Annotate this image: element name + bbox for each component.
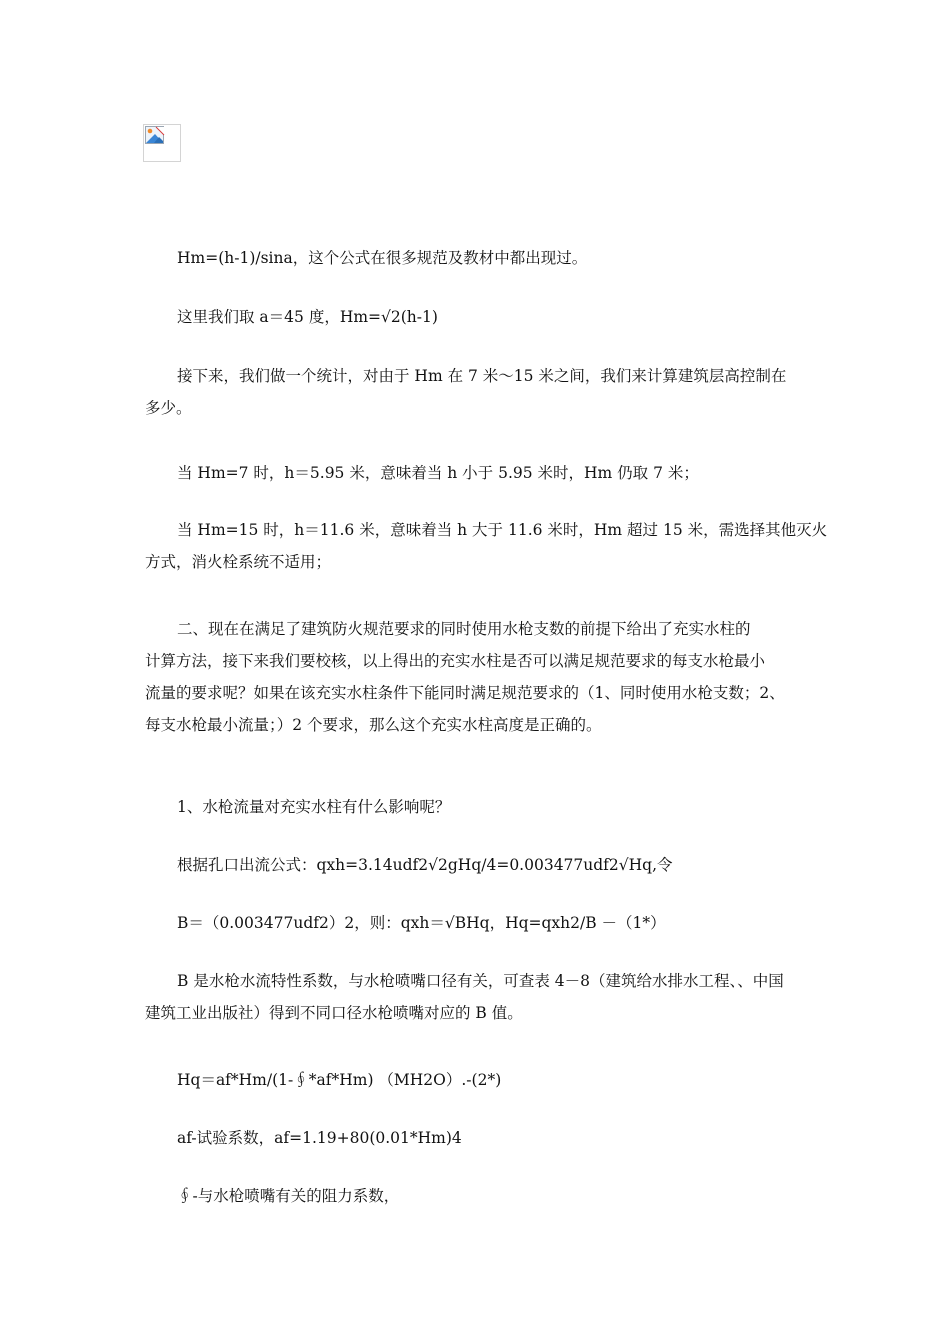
- broken-image-placeholder: [143, 124, 181, 162]
- paragraph-4: [145, 457, 815, 489]
- paragraph-line: 接下来，我们做一个统计，对由于 Hm 在 7 米～15 米之间，我们来计算建筑层高控制在: [177, 367, 787, 385]
- paragraph-8: [145, 849, 815, 881]
- paragraph-1: [145, 242, 815, 274]
- paragraph-line: Hm=(h-1)/sina，这个公式在很多规范及教材中都出现过。: [177, 249, 588, 267]
- paragraph-line: 方式，消火栓系统不适用；: [145, 553, 332, 571]
- paragraph-line: B 是水枪水流特性系数，与水枪喷嘴口径有关，可查表 4－8（建筑给水排水工程、、中国: [177, 972, 784, 990]
- paragraph-line: 当 Hm=7 时，h＝5.95 米，意味着当 h 小于 5.95 米时，Hm 仍取 7 米；: [177, 464, 699, 482]
- paragraph-6: [145, 613, 815, 741]
- paragraph-9: [145, 907, 815, 939]
- paragraph-line: 根据孔口出流公式：qxh=3.14udf2√2gHq/4=0.003477udf2√Hq,令: [177, 856, 673, 874]
- paragraph-line: 当 Hm=15 时，h＝11.6 米，意味着当 h 大于 11.6 米时，Hm 超过 15 米，需选择其他灭火: [177, 521, 828, 539]
- paragraph-12: [145, 1122, 815, 1154]
- paragraph-line: 1、水枪流量对充实水柱有什么影响呢？: [177, 798, 451, 816]
- broken-image-icon: [145, 126, 165, 146]
- paragraph-5: [145, 514, 828, 578]
- paragraph-line: Hq＝af*Hm/(1-∮*af*Hm) （MH2O）.-(2*): [177, 1071, 502, 1089]
- paragraph-line: 二、现在在满足了建筑防火规范要求的同时使用水枪支数的前提下给出了充实水柱的: [177, 620, 751, 638]
- paragraph-line: 每支水枪最小流量；）2 个要求，那么这个充实水柱高度是正确的。: [145, 716, 602, 734]
- paragraph-line: af-试验系数，af=1.19+80(0.01*Hm)4: [177, 1129, 462, 1147]
- paragraph-line: 计算方法，接下来我们要校核，以上得出的充实水柱是否可以满足规范要求的每支水枪最小: [145, 652, 766, 670]
- paragraph-7: [145, 791, 815, 823]
- paragraph-line: 这里我们取 a＝45 度，Hm=√2(h-1): [177, 308, 438, 326]
- paragraph-2: [145, 301, 815, 333]
- paragraph-10: [145, 965, 815, 1029]
- paragraph-line: 多少。: [145, 399, 192, 417]
- paragraph-13: [145, 1180, 815, 1212]
- paragraph-3: [145, 360, 815, 424]
- paragraph-line: B＝（0.003477udf2）2，则：qxh＝√BHq，Hq=qxh2/B －（1*）: [177, 914, 666, 932]
- paragraph-line: 建筑工业出版社）得到不同口径水枪喷嘴对应的 B 值。: [145, 1004, 523, 1022]
- paragraph-11: [145, 1064, 815, 1096]
- paragraph-line: 流量的要求呢？如果在该充实水柱条件下能同时满足规范要求的（1、同时使用水枪支数；2、: [145, 684, 785, 702]
- paragraph-line: ∮-与水枪喷嘴有关的阻力系数，: [177, 1187, 400, 1205]
